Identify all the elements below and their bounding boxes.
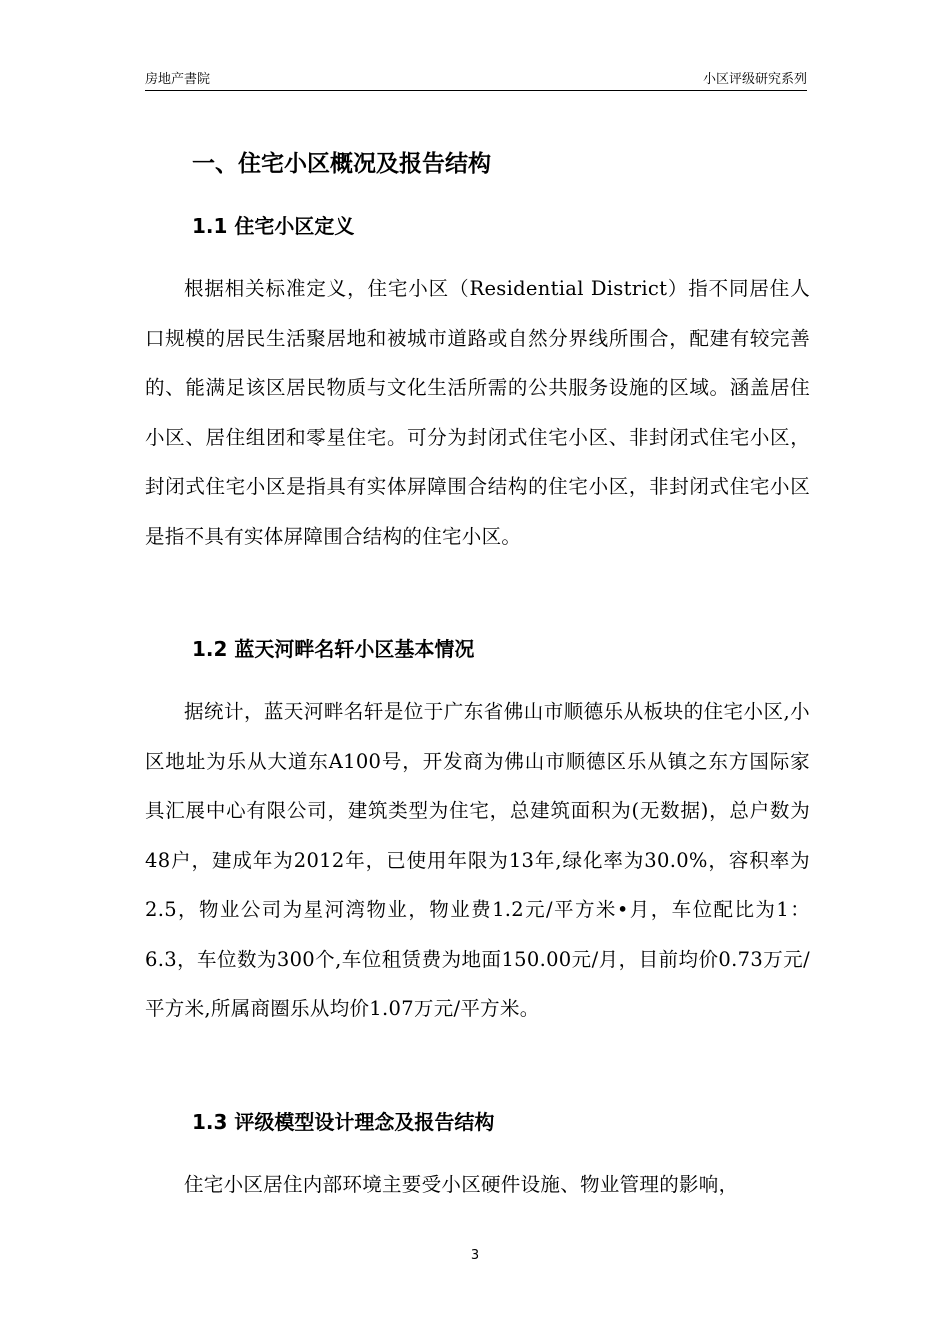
section-heading-1-3: 1.3 评级模型设计理念及报告结构: [192, 1110, 495, 1134]
page-header: [145, 66, 807, 91]
section-heading-1-1: 1.1 住宅小区定义: [192, 214, 355, 238]
chapter-title: 一、住宅小区概况及报告结构: [192, 151, 491, 177]
section-paragraph-1-1: 根据相关标准定义，住宅小区（Residential District）指不同居住人口规模的居民生活聚居地和被城市道路或自然分界线所围合，配建有较完善的、能满足该区居民物质与文化生活所需的公共服务设施的区域。涵盖居住小区、居住组团和零星住宅。可分为封闭式住宅小区、非封闭式住宅小区，封闭式住宅小区是指具有实体屏障围合结构的住宅小区，非封闭式住宅小区是指不具有实体屏障围合结构的住宅小区。: [145, 277, 810, 548]
section-heading-1-2: 1.2 蓝天河畔名轩小区基本情况: [192, 637, 475, 661]
section-paragraph-1-2: 据统计，蓝天河畔名轩是位于广东省佛山市顺德乐从板块的住宅小区,小区地址为乐从大道东A100号，开发商为佛山市顺德区乐从镇之东方国际家具汇展中心有限公司，建筑类型为住宅，总建筑面积为(无数据)，总户数为48户，建成年为2012年，已使用年限为13年,绿化率为30.0%，容积率为2.5，物业公司为星河湾物业，物业费1.2元/平方米•月，车位配比为1：6.3，车位数为300个,车位租赁费为地面150.00元/月，目前均价0.73万元/平方米,所属商圈乐从均价1.07万元/平方米。: [145, 700, 810, 1020]
page-number: 3: [470, 1248, 480, 1263]
header-series: 小区评级研究系列: [702, 72, 807, 87]
section-paragraph-1-3: 住宅小区居住内部环境主要受小区硬件设施、物业管理的影响，: [184, 1173, 739, 1196]
header-publisher: 房地产書院: [145, 72, 211, 87]
